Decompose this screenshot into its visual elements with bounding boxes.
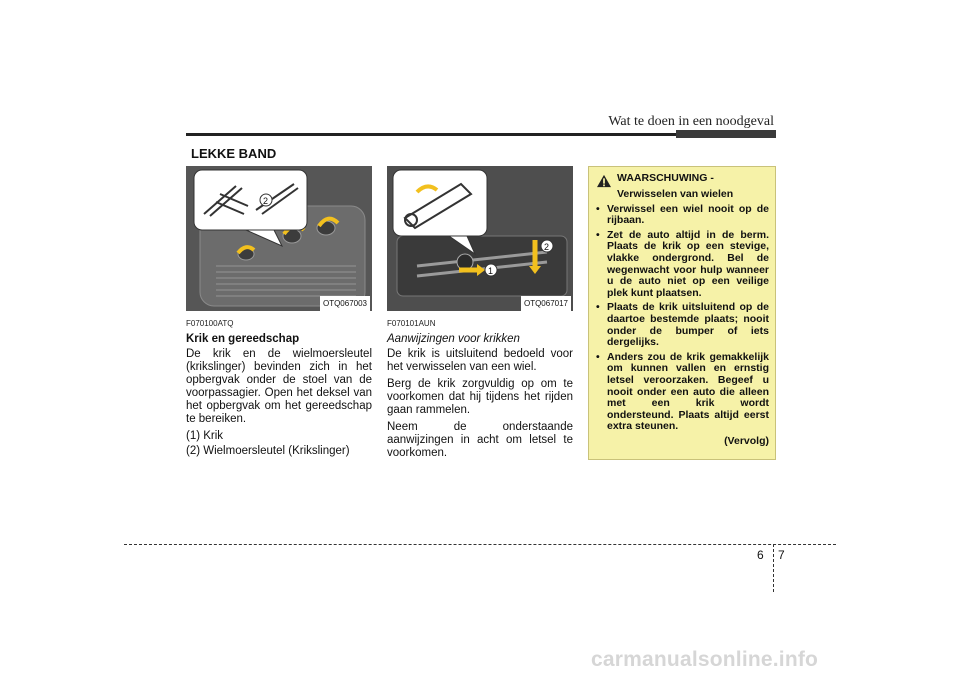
reference-code: F070100ATQ — [186, 319, 234, 328]
photo-code: OTQ067003 — [320, 296, 370, 311]
svg-text:2: 2 — [544, 242, 550, 252]
footer-rule — [124, 544, 836, 545]
body-paragraph-3: Neem de onderstaande aanwijzingen in acht om letsel te voorkomen. — [387, 421, 573, 459]
warning-item: • Verwissel een wiel nooit op de rijbaan. — [596, 202, 769, 227]
warning-item: • Zet de auto altijd in de berm. Plaats de krik op een stevige, vlakke ondergrond. Bel de wegenwacht voor hulp wanneer u de auto niet op een veilige plek kunt plaatsen. — [596, 228, 769, 299]
warning-triangle-icon — [595, 174, 613, 188]
page-number: 7 — [778, 548, 785, 562]
bullet-icon: • — [596, 228, 600, 241]
footer-divider — [773, 544, 774, 592]
section-title: LEKKE BAND — [191, 146, 277, 161]
warning-list — [595, 204, 769, 433]
continued-label: (Vervolg) — [724, 434, 769, 447]
warning-item: • Plaats de krik uitsluitend op de daartoe bestemde plaats; nooit onder de bumper of iets dergelijks. — [596, 301, 769, 349]
column-jack-tools — [186, 166, 372, 460]
storage-compartment-illustration — [186, 166, 372, 311]
warning-box — [588, 166, 776, 460]
section-number: 6 — [757, 548, 764, 562]
header-rule-accent — [676, 130, 776, 138]
warning-subtitle: Verwisselen van wielen — [617, 188, 734, 200]
chapter-header-title: Wat te doen in een noodgeval — [608, 114, 774, 129]
subsection-heading: Aanwijzingen voor krikken — [387, 333, 520, 345]
body-paragraph-2: Berg de krik zorgvuldig op om te voorkomen dat hij tijdens het rijden gaan rammelen. — [387, 378, 573, 416]
body-paragraph-1: De krik is uitsluitend bedoeld voor het verwisselen van een wiel. — [387, 348, 573, 373]
photo-jack-storage — [186, 166, 372, 311]
reference-code: F070101AUN — [387, 319, 436, 328]
warning-title: WAARSCHUWING - — [617, 172, 714, 184]
item-jack: (1) Krik — [186, 430, 224, 442]
svg-text:1: 1 — [488, 266, 494, 276]
item-wheel-wrench: (2) Wielmoersleutel (Krikslinger) — [186, 445, 350, 457]
photo-jack-mounted — [387, 166, 573, 311]
column-jack-instructions — [387, 166, 573, 464]
bullet-icon: • — [596, 202, 600, 215]
body-paragraph: De krik en de wielmoersleutel (krikslinger) bevinden zich in het opbergvak onder de stoel van de voorpassagier. Open het deksel van het opbergvak om het gereedschap te bereiken. — [186, 348, 372, 425]
warning-item: • Anders zou de krik gemakkelijk om kunnen vallen en ernstig letsel veroorzaken. Begeef u nooit onder een auto die alleen met een krik wordt ondersteund. Plaats altijd eerst extra steunen. — [596, 350, 769, 433]
figure-label-2: 2 — [263, 196, 269, 206]
bullet-icon: • — [596, 350, 600, 363]
watermark: carmanualsonline.info — [591, 648, 819, 671]
jack-mounted-illustration — [387, 166, 573, 311]
photo-code: OTQ067017 — [521, 296, 571, 311]
bullet-icon: • — [596, 301, 600, 314]
subsection-heading: Krik en gereedschap — [186, 333, 300, 345]
